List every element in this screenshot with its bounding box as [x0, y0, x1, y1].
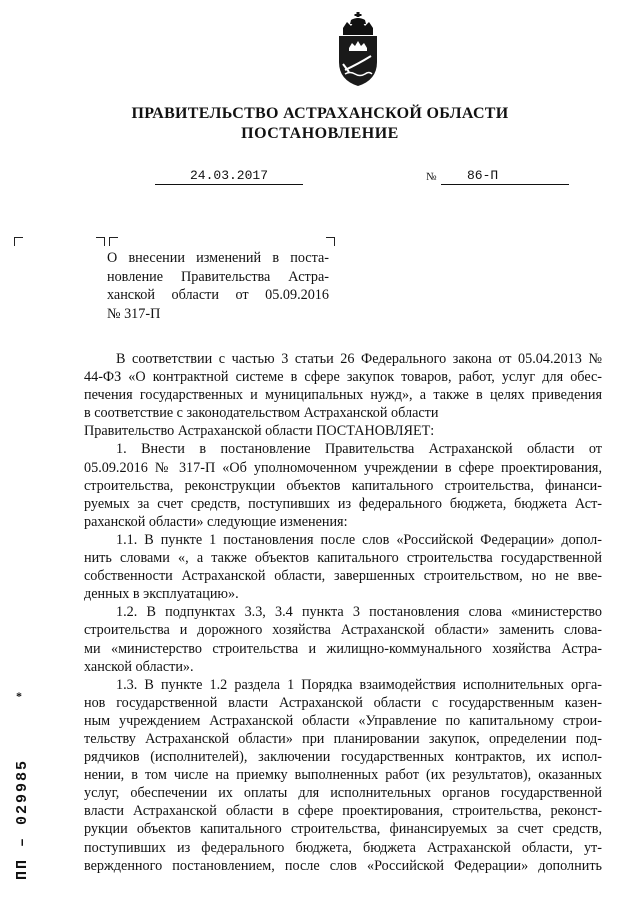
body-line: нить словами «, а также объектов капитального строительства государственной	[84, 550, 602, 567]
document-number: 86-П	[441, 167, 569, 185]
body-line: нов государственной власти Астраханской области с государственным казен-	[84, 694, 602, 711]
body-line: строительства, реконструкции объектов капитального строительства, финанси-	[84, 477, 602, 494]
body-line: собственности Астраханской области, завершенных строительством, но не вве-	[84, 568, 602, 585]
body-line: 1. Внести в постановление Правительства Астраханской области от	[116, 441, 602, 458]
subject-line: О внесении изменений в поста-	[107, 250, 329, 266]
form-serial-number: ПП – 029985	[14, 758, 31, 880]
document-body	[84, 350, 602, 875]
body-line: рукции объектов капитального строительства, финансируемых за счет средств,	[84, 821, 602, 838]
subject-line: ханской области от 05.09.2016	[107, 287, 329, 303]
body-line: нении, в том числе на приемку выполненных работ (их результатов), оказанных	[84, 767, 602, 784]
government-title: ПРАВИТЕЛЬСТВО АСТРАХАНСКОЙ ОБЛАСТИ	[131, 105, 509, 122]
corner-mark-top-right	[326, 237, 335, 246]
subject-line: новление Правительства Астра-	[107, 268, 329, 285]
body-line: 1.3. В пункте 1.2 раздела 1 Порядка взаимодействия исполнительных орга-	[116, 676, 602, 693]
body-line: вержденного постановлением, после слов «Российской Федерации» дополнить	[84, 857, 602, 874]
body-line: строительства и дорожного хозяйства Астраханской области» заменить слова-	[84, 622, 602, 639]
document-type: ПОСТАНОВЛЕНИЕ	[241, 125, 399, 142]
body-line: ми «министерство строительства и жилищно-коммунального хозяйства Астра-	[84, 640, 602, 657]
corner-mark-left-inner	[96, 237, 105, 246]
subject-block	[107, 249, 329, 323]
body-line: ханской области».	[84, 658, 194, 675]
side-mark: *	[16, 689, 22, 703]
coat-of-arms-icon	[333, 12, 383, 88]
body-line: Правительство Астраханской области ПОСТАНОВЛЯЕТ:	[84, 423, 435, 440]
corner-mark-top-left	[14, 237, 23, 246]
corner-mark-right-inner	[109, 237, 118, 246]
body-line: 05.09.2016 № 317-П «Об уполномоченном учреждении в сфере проектирования,	[84, 459, 602, 476]
document-date: 24.03.2017	[155, 167, 303, 185]
body-line: раханской области» следующие изменения:	[84, 513, 348, 530]
number-sign: №	[426, 171, 437, 183]
body-line: руемых за счет средств, поступивших из федерального бюджета, бюджета Аст-	[84, 495, 602, 512]
body-line: 1.2. В подпунктах 3.3, 3.4 пункта 3 постановления слова «министерство	[116, 604, 602, 621]
body-line: денных в эксплуатацию».	[84, 586, 239, 603]
body-line: поступивших из федерального бюджета, бюджета Астраханской области, ут-	[84, 839, 602, 856]
body-line: в соответствие с законодательством Астраханской области	[84, 405, 439, 422]
subject-line: № 317-П	[107, 305, 161, 322]
body-line: В соответствии с частью 3 статьи 26 Федерального закона от 05.04.2013 №	[116, 351, 602, 367]
body-line: услуг, обеспечении их оплаты для исполнительных органов государственной	[84, 785, 602, 802]
body-line: власти Астраханской области в сфере проектирования, строительства, реконст-	[84, 803, 602, 820]
body-line: печения государственных и муниципальных нужд», а также в целях приведения	[84, 387, 602, 404]
body-line: тельству Астраханской области» при планировании закупок, определении под-	[84, 730, 602, 747]
body-line: ным учреждением Астраханской области «Управление по капитальному строи-	[84, 712, 602, 729]
body-line: 44-ФЗ «О контрактной системе в сфере закупок товаров, работ, услуг для обес-	[84, 369, 602, 386]
body-line: рядчиков (исполнителей), заключении государственных контрактов, их испол-	[84, 749, 602, 766]
body-line: 1.1. В пункте 1 постановления после слов «Российской Федерации» допол-	[116, 531, 602, 548]
